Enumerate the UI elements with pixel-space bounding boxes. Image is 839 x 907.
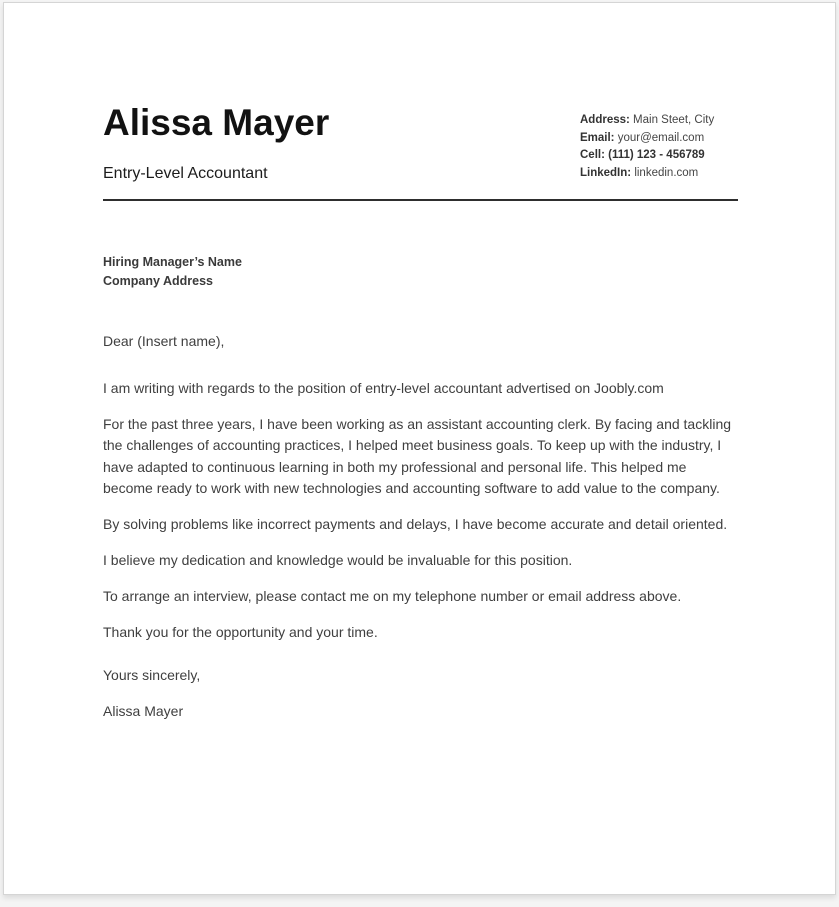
contact-linkedin-row xyxy=(580,165,738,183)
cover-letter-page xyxy=(3,2,836,895)
body-paragraph: Thank you for the opportunity and your time. xyxy=(103,624,378,640)
contact-cell-row xyxy=(580,147,738,165)
body-paragraph: I am writing with regards to the position of entry-level accountant advertised on Joobly.com xyxy=(103,379,664,396)
linkedin-value: linkedin.com xyxy=(631,166,699,179)
signature-name: Alissa Mayer xyxy=(103,702,184,719)
applicant-job-title: Entry-Level Accountant xyxy=(103,165,268,182)
email-value: your@email.com xyxy=(614,131,705,144)
cell-label: Cell: xyxy=(580,149,605,161)
body-paragraph: By solving problems like incorrect payments and delays, I have become accurate and detail oriented. xyxy=(103,516,728,532)
contact-email-row xyxy=(580,130,738,148)
contact-address-row xyxy=(580,112,738,130)
letter-header xyxy=(103,103,738,185)
applicant-name: Alissa Mayer xyxy=(103,102,330,143)
body-paragraph: To arrange an interview, please contact me on my telephone number or email address above. xyxy=(103,588,682,604)
contact-info-block xyxy=(580,103,738,182)
salutation: Dear (Insert name), xyxy=(103,333,225,349)
recipient-block xyxy=(103,253,738,291)
header-divider-rule xyxy=(103,199,738,201)
linkedin-label: LinkedIn: xyxy=(580,166,632,179)
recipient-name-line: Hiring Manager’s Name xyxy=(103,255,242,269)
email-label: Email: xyxy=(580,131,615,144)
body-paragraph: For the past three years, I have been working as an assistant accounting clerk. By facing and tackling the challenges of accounting practices, I helped meet business goals. To keep up with the industry, I have adapted to continuous learning in both my professional and personal life. This helped me become ready to work with new technologies and accounting software to add value to the company. xyxy=(103,415,732,496)
closing-line: Yours sincerely, xyxy=(103,666,201,683)
address-value: Main Steet, City xyxy=(629,114,715,126)
address-label: Address: xyxy=(580,114,630,126)
recipient-address-line: Company Address xyxy=(103,274,213,288)
header-identity xyxy=(103,103,329,185)
body-paragraph: I believe my dedication and knowledge would be invaluable for this position. xyxy=(103,552,573,568)
cell-value: (111) 123 - 456789 xyxy=(604,149,705,161)
